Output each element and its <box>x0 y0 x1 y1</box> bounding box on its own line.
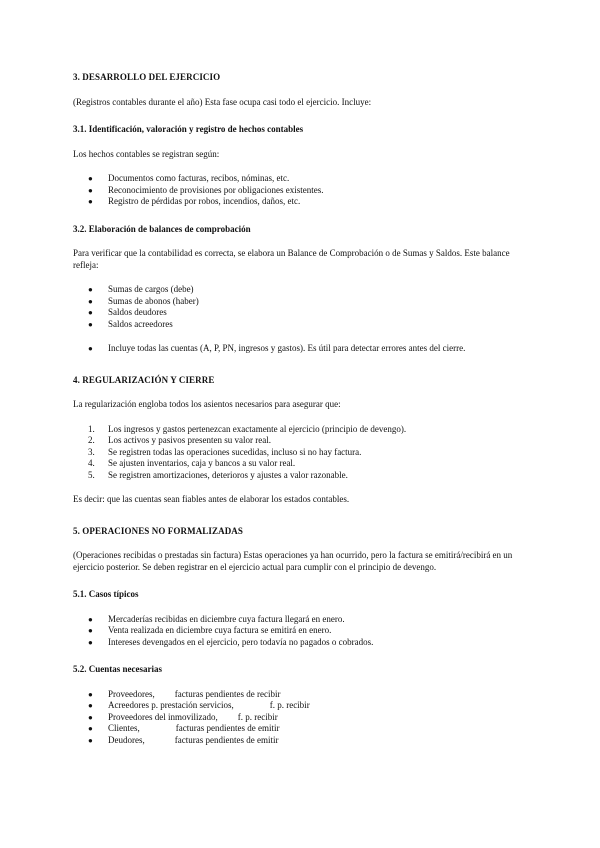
list-item: 3. Se registren todas las operaciones sucedidas, incluso si no hay factura. <box>88 446 362 457</box>
list-item: ● Saldos deudores <box>88 307 167 317</box>
bullet-icon: ● <box>88 724 93 733</box>
bullet-icon: ● <box>88 174 93 183</box>
list-item: 2. Los activos y pasivos presenten su valor real. <box>88 435 271 445</box>
list-item: ● Incluye todas las cuentas (A, P, PN, ingresos y gastos). Es útil para detectar errores antes del cierre. <box>88 343 466 353</box>
list-item <box>73 712 533 724</box>
list-item: ● Sumas de cargos (debe) <box>88 284 194 294</box>
section-3-2-extra-list <box>73 343 533 355</box>
list-item: ● Registro de pérdidas por robos, incendios, daños, etc. <box>88 196 301 206</box>
bullet-icon: ● <box>88 626 93 635</box>
list-item: ● Intereses devengados en el ejercicio, pero todavía no pagados o cobrados. <box>88 636 374 647</box>
section-5-1-list <box>73 614 533 649</box>
bullet-icon: ● <box>88 614 93 624</box>
bullet-icon: ● <box>88 701 93 710</box>
section-5-2-heading: 5.2. Cuentas necesarias <box>73 664 162 674</box>
document-body <box>73 72 533 746</box>
section-3-2-list <box>73 284 533 330</box>
bullet-icon: ● <box>88 712 93 722</box>
section-4-heading: 4. REGULARIZACIÓN Y CIERRE <box>73 374 215 385</box>
section-5-1-heading: 5.1. Casos típicos <box>73 589 139 599</box>
section-3-1-intro: Los hechos contables se registran según: <box>73 148 220 159</box>
list-item <box>73 700 533 712</box>
list-item: ● Sumas de abonos (haber) <box>88 295 199 306</box>
list-item: 1. Los ingresos y gastos pertenezcan exactamente al ejercicio (principio de devengo). <box>88 423 407 434</box>
section-4-intro: La regularización engloba todos los asientos necesarios para asegurar que: <box>73 399 341 409</box>
list-item: ● Documentos como facturas, recibos, nóminas, etc. <box>88 173 290 183</box>
section-3-2-intro: Para verificar que la contabilidad es correcta, se elabora un Balance de Comprobación o de Sumas y Saldos. Este balance refleja: <box>73 248 510 270</box>
list-item: ● Saldos acreedores <box>88 318 173 329</box>
section-4-list <box>73 424 533 482</box>
section-3-1-heading: 3.1. Identificación, valoración y registro de hechos contables <box>73 124 304 134</box>
bullet-icon: ● <box>88 197 93 206</box>
account-name: Deudores, <box>108 734 145 745</box>
section-4-outro: Es decir: que las cuentas sean fiables antes de elaborar los estados contables. <box>73 494 350 504</box>
bullet-icon: ● <box>88 637 93 647</box>
list-item <box>73 689 533 701</box>
section-3-2-heading: 3.2. Elaboración de balances de comprobación <box>73 223 251 234</box>
list-item: ● Venta realizada en diciembre cuya factura se emitirá en enero. <box>88 625 332 635</box>
account-desc: facturas pendientes de recibir <box>174 688 281 699</box>
bullet-icon: ● <box>88 285 93 294</box>
account-name: Proveedores del inmovilizado, <box>108 711 218 722</box>
section-3-1-list <box>73 173 533 208</box>
list-item: 5. Se registren amortizaciones, deterioros y ajustes a valor razonable. <box>88 469 348 480</box>
list-item: 4. Se ajusten inventarios, caja y bancos a su valor real. <box>88 458 296 468</box>
section-5-heading: 5. OPERACIONES NO FORMALIZADAS <box>73 525 244 536</box>
account-desc: facturas pendientes de emitir <box>174 734 279 745</box>
list-item: ● Reconocimiento de provisiones por obligaciones existentes. <box>88 184 324 195</box>
list-item: ● Mercaderías recibidas en diciembre cuya factura llegará en enero. <box>88 613 345 624</box>
list-item <box>73 735 533 747</box>
list-item <box>73 723 533 735</box>
section-5-intro: (Operaciones recibidas o prestadas sin factura) Estas operaciones ya han ocurrido, pero la factura se emitirá/recibirá en un ejercicio posterior. Se deben registrar en el ejercicio actual para cumplir con el principio de devengo. <box>73 550 513 572</box>
section-5-2-list <box>73 689 533 747</box>
account-desc: facturas pendientes de emitir <box>175 723 280 733</box>
bullet-icon: ● <box>88 735 93 745</box>
section-3-intro: (Registros contables durante el año) Esta fase ocupa casi todo el ejercicio. Incluye: <box>73 96 372 107</box>
bullet-icon: ● <box>88 319 93 329</box>
bullet-icon: ● <box>88 308 93 317</box>
account-name: Clientes, <box>108 723 140 733</box>
bullet-icon: ● <box>88 689 93 699</box>
account-desc: f. p. recibir <box>269 700 310 710</box>
section-3-heading: 3. DESARROLLO DEL EJERCICIO <box>73 72 221 82</box>
account-name: Acreedores p. prestación servicios, <box>108 700 234 710</box>
bullet-icon: ● <box>88 185 93 195</box>
bullet-icon: ● <box>88 344 93 353</box>
account-name: Proveedores, <box>108 688 155 699</box>
account-desc: f. p. recibir <box>237 711 278 722</box>
bullet-icon: ● <box>88 296 93 306</box>
